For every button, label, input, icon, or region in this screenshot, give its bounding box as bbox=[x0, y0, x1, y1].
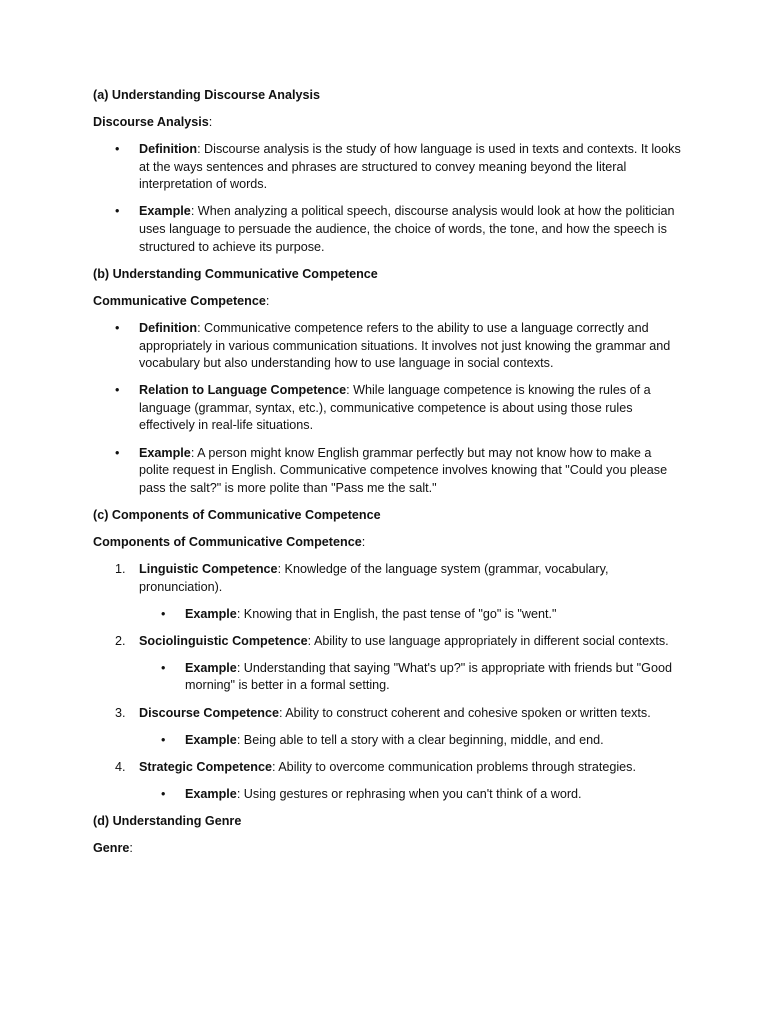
term-suffix: : bbox=[129, 841, 133, 855]
item-text: : A person might know English grammar perfectly but may not know how to make a polite request in English. Communicative competence involves knowing that "Could you please pass the salt?" is more polite than "Pass me the salt." bbox=[139, 445, 668, 495]
bullet-list bbox=[93, 141, 683, 256]
bullet-icon: • bbox=[161, 732, 166, 747]
item-text: : Knowledge of the language system (grammar, vocabulary, pronunciation). bbox=[139, 561, 609, 594]
list-item bbox=[93, 445, 683, 498]
section-heading: (c) Components of Communicative Competence bbox=[93, 507, 381, 522]
section-discourse-analysis bbox=[93, 87, 683, 256]
example-label: Example bbox=[185, 786, 237, 801]
section-heading: (b) Understanding Communicative Competence bbox=[93, 266, 378, 281]
item-label: Definition bbox=[139, 142, 198, 157]
term-line bbox=[93, 534, 683, 552]
item-body bbox=[139, 633, 683, 651]
bullet-icon: • bbox=[115, 383, 120, 398]
example-label: Example bbox=[185, 732, 237, 747]
document-page bbox=[93, 87, 683, 867]
item-text: : Ability to overcome communication problems through strategies. bbox=[271, 759, 636, 774]
example-text: : Being able to tell a story with a clear beginning, middle, and end. bbox=[236, 732, 604, 747]
example-label: Example bbox=[185, 606, 237, 621]
list-item bbox=[93, 759, 683, 804]
item-number: 2. bbox=[115, 633, 126, 648]
item-label: Example bbox=[139, 204, 191, 219]
numbered-list bbox=[93, 561, 683, 803]
item-text: : Ability to construct coherent and cohesive spoken or written texts. bbox=[278, 705, 651, 720]
list-item bbox=[93, 141, 683, 194]
item-label: Sociolinguistic Competence bbox=[139, 633, 308, 648]
item-label: Definition bbox=[139, 320, 198, 335]
bullet-icon: • bbox=[161, 606, 166, 621]
sub-list-item bbox=[139, 732, 683, 750]
item-text: : Ability to use language appropriately in different social contexts. bbox=[307, 633, 669, 648]
item-text: : Communicative competence refers to the ability to use a language correctly and appropriately in various communication situations. It involves not just knowing the grammar and vocabulary but also understanding how to use language in social contexts. bbox=[139, 320, 671, 371]
section-components bbox=[93, 507, 683, 804]
list-item bbox=[93, 561, 683, 623]
term-label: Communicative Competence bbox=[93, 293, 266, 308]
item-label: Example bbox=[139, 445, 191, 460]
sub-bullet-list bbox=[139, 660, 683, 695]
list-item bbox=[93, 320, 683, 373]
list-item bbox=[93, 382, 683, 435]
item-label: Relation to Language Competence bbox=[139, 383, 347, 398]
example-label: Example bbox=[185, 660, 237, 675]
term-suffix: : bbox=[208, 115, 213, 130]
bullet-list bbox=[93, 320, 683, 497]
bullet-icon: • bbox=[161, 660, 166, 675]
term-label: Discourse Analysis bbox=[93, 115, 209, 130]
list-item bbox=[93, 203, 683, 256]
item-number: 4. bbox=[115, 759, 126, 774]
item-text: : Discourse analysis is the study of how language is used in texts and contexts. It looks at the ways sentences and phrases are structured to convey meaning beyond the literal interpretation of words. bbox=[139, 142, 681, 192]
term-line bbox=[93, 293, 683, 311]
example-text: : Knowing that in English, the past tense of "go" is "went." bbox=[236, 606, 557, 621]
term-line bbox=[93, 114, 683, 132]
sub-bullet-list bbox=[139, 606, 683, 624]
item-body bbox=[139, 561, 683, 596]
bullet-icon: • bbox=[115, 445, 120, 460]
item-text: : When analyzing a political speech, discourse analysis would look at how the politician uses language to persuade the audience, the choice of words, the tone, and how the speech is structured to achieve its purpose. bbox=[139, 204, 675, 254]
section-genre bbox=[93, 813, 683, 858]
item-label: Linguistic Competence bbox=[139, 561, 278, 576]
bullet-icon: • bbox=[161, 786, 166, 801]
sub-list-item bbox=[139, 786, 683, 804]
sub-bullet-list bbox=[139, 732, 683, 750]
item-number: 3. bbox=[115, 705, 126, 720]
item-text: : While language competence is knowing the rules of a language (grammar, syntax, etc.), communicative competence is about using those rules effectively in real-life situations. bbox=[139, 383, 651, 433]
item-number: 1. bbox=[115, 561, 126, 576]
bullet-icon: • bbox=[115, 320, 120, 335]
example-text: : Understanding that saying "What's up?" is appropriate with friends but "Good morning" is better in a formal setting. bbox=[185, 660, 672, 693]
item-label: Discourse Competence bbox=[139, 705, 279, 720]
section-heading: (a) Understanding Discourse Analysis bbox=[93, 88, 320, 102]
bullet-icon: • bbox=[115, 204, 120, 219]
item-body bbox=[139, 705, 683, 723]
term-label: Genre bbox=[93, 841, 130, 855]
item-body bbox=[139, 759, 683, 777]
term-label: Components of Communicative Competence bbox=[93, 534, 362, 549]
sub-bullet-list bbox=[139, 786, 683, 804]
sub-list-item bbox=[139, 660, 683, 695]
bullet-icon: • bbox=[115, 142, 120, 157]
sub-list-item bbox=[139, 606, 683, 624]
term-suffix: : bbox=[361, 534, 366, 549]
section-heading: (d) Understanding Genre bbox=[93, 813, 242, 828]
item-label: Strategic Competence bbox=[139, 759, 272, 774]
term-line bbox=[93, 840, 683, 858]
list-item bbox=[93, 633, 683, 695]
section-communicative-competence bbox=[93, 266, 683, 498]
list-item bbox=[93, 705, 683, 750]
term-suffix: : bbox=[265, 293, 270, 308]
example-text: : Using gestures or rephrasing when you can't think of a word. bbox=[236, 786, 582, 801]
